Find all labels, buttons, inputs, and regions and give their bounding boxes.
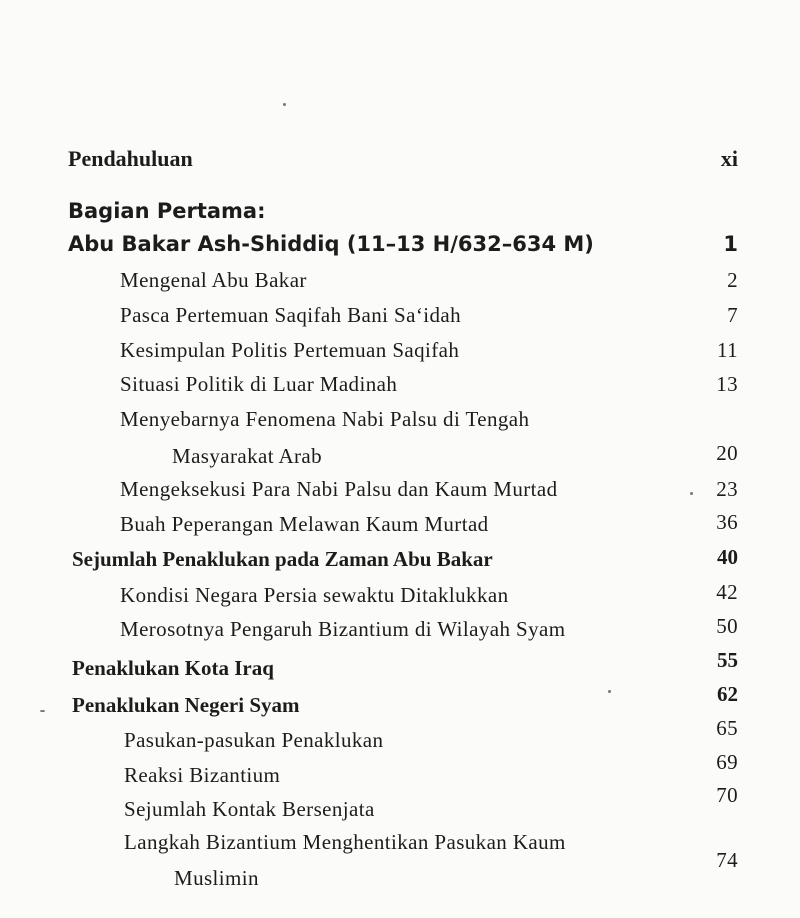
toc-entry-title: Langkah Bizantium Menghentikan Pasukan Kaum — [124, 830, 566, 854]
toc-entry-title: Mengenal Abu Bakar — [120, 268, 307, 292]
toc-section-title: Penaklukan Kota Iraq — [72, 656, 274, 680]
toc-entry-title: Reaksi Bizantium — [124, 763, 281, 787]
dust-speck — [40, 710, 45, 712]
toc-entry-title: Pasukan-pasukan Penaklukan — [124, 728, 384, 752]
toc-entry-title: Buah Peperangan Melawan Kaum Murtad — [120, 512, 489, 536]
toc-intro-title: Pendahuluan — [68, 146, 193, 171]
toc-entry-title: Kondisi Negara Persia sewaktu Ditaklukkan — [120, 583, 509, 607]
toc-entry-page: 70 — [716, 783, 738, 807]
toc-entry-title: Menyebarnya Fenomena Nabi Palsu di Tengah — [120, 407, 530, 431]
dust-speck — [283, 103, 286, 106]
toc-entry-page: 65 — [716, 716, 738, 740]
part-title: Abu Bakar Ash-Shiddiq (11–13 H/632–634 M) — [68, 232, 594, 256]
toc-entry-page: 69 — [716, 750, 738, 774]
toc-entry-title: Sejumlah Kontak Bersenjata — [124, 797, 375, 821]
part-page: 1 — [723, 232, 738, 256]
toc-entry-title: Kesimpulan Politis Pertemuan Saqifah — [120, 338, 460, 362]
toc-section-page: 62 — [717, 682, 738, 706]
toc-entry-page: 36 — [716, 510, 738, 534]
toc-section-page: 55 — [717, 648, 738, 672]
toc-entry-title: Situasi Politik di Luar Madinah — [120, 372, 398, 396]
toc-entry-title: Pasca Pertemuan Saqifah Bani Sa‘idah — [120, 303, 461, 327]
toc-entry-title: Mengeksekusi Para Nabi Palsu dan Kaum Murtad — [120, 477, 558, 501]
toc-entry-title: Merosotnya Pengaruh Bizantium di Wilayah Syam — [120, 617, 566, 641]
toc-entry-page: 50 — [716, 614, 738, 638]
toc-intro-page: xi — [720, 146, 738, 171]
toc-entry-page: 2 — [727, 268, 738, 292]
toc-entry-page: 7 — [727, 303, 738, 327]
toc-entry-page: 20 — [716, 441, 738, 465]
toc-entry-page: 23 — [716, 477, 738, 501]
toc-section-page: 40 — [717, 545, 738, 569]
toc-section-title: Penaklukan Negeri Syam — [72, 693, 300, 717]
toc-entry-page: 74 — [716, 848, 738, 872]
dust-speck — [608, 690, 611, 693]
toc-section-title: Sejumlah Penaklukan pada Zaman Abu Bakar — [72, 547, 493, 571]
toc-entry-page: 13 — [716, 372, 738, 396]
toc-entry-title-continued: Masyarakat Arab — [172, 444, 323, 468]
dust-speck — [690, 492, 693, 495]
part-heading: Bagian Pertama: — [68, 199, 266, 223]
toc-entry-page: 11 — [716, 338, 738, 362]
toc-entry-title-continued: Muslimin — [174, 866, 259, 890]
toc-entry-page: 42 — [716, 580, 738, 604]
